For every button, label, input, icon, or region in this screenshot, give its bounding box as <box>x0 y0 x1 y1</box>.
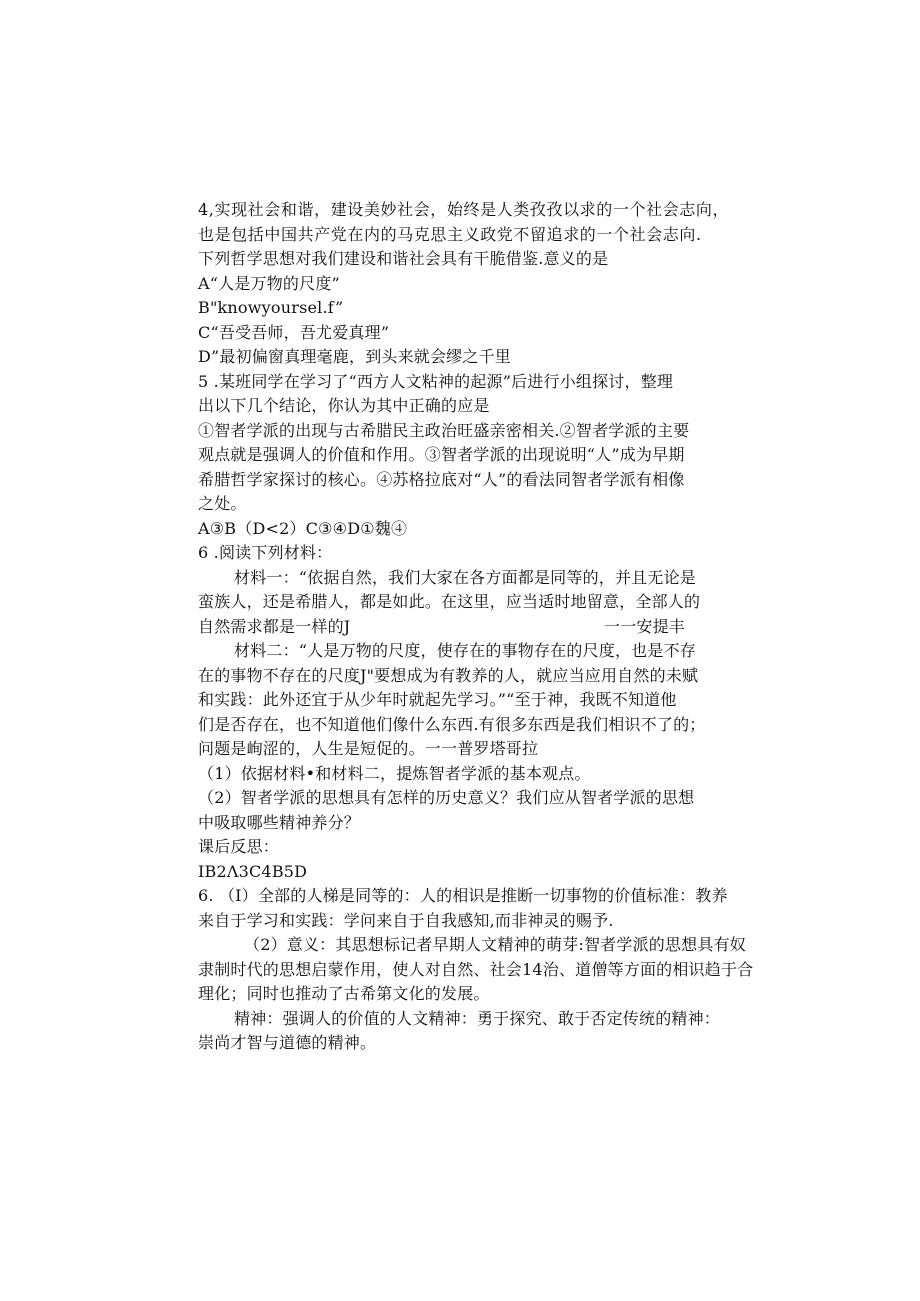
answer6-line-7: 崇尚才智与道德的精神。 <box>198 1033 377 1052</box>
q6-sub-question-2-line-1: （2）智者学派的思想具有怎样的历史意义？我们应从智者学派的思想 <box>198 788 695 807</box>
q4-line-1: 4,实现社会和谐，建设美妙社会，始终是人类孜孜以求的一个社会志向， <box>198 200 730 219</box>
q5-line-5: 希腊哲学家探讨的核心。④苏格拉底对“人”的看法同智者学派有相像 <box>198 470 685 489</box>
answer6-line-5: 理化；同时也推动了古希第文化的发展。 <box>198 984 490 1003</box>
reflection-title: 课后反思： <box>198 837 280 856</box>
q6-line-1: 6 .阅读下列材料： <box>198 543 333 562</box>
answer6-line-2: 来自于学习和实践：学问来自于自我感知,而非神灵的赐予. <box>198 911 614 930</box>
q5-line-4: 观点就是强调人的价值和作用。③智者学派的出现说明“人”成为早期 <box>198 445 685 464</box>
q5-line-1: 5 .某班同学在学习了“西方人文粘神的起源”后进行小组探讨，整理 <box>198 372 674 391</box>
q6-sub-question-2-line-2: 中吸取哪些精神养分？ <box>198 813 361 832</box>
answer6-line-3: （2）意义：其思想标记者早期人文精神的萌芽:智者学派的思想具有奴 <box>244 935 746 954</box>
q6-material1-line-2: 蛮族人，还是希腊人，都是如此。在这里，应当适时地留意，全部人的 <box>198 592 701 611</box>
q6-sub-question-1: （1）依据材料•和材料二，提炼智者学派的基本观点。 <box>198 764 591 783</box>
q6-material2-line-3: 和实践：此外还宜于从少年时就起先学习。”“至于神，我既不知道他 <box>198 690 677 709</box>
q6-material1-source: 一一安提丰 <box>604 617 686 636</box>
answer6-line-4: 隶制时代的思想启蒙作用，使人对自然、社会14治、道僧等方面的相识趋于合 <box>198 960 754 979</box>
answer6-line-6: 精神：强调人的价值的人文精神：勇于探究、敢于否定传统的精神： <box>234 1009 721 1028</box>
q5-options: A③B（D<2）C③④D①魏④ <box>198 519 408 538</box>
q5-line-3: ①智者学派的出现与古希腊民主政治旺盛亲密相关.②智者学派的主要 <box>198 421 690 440</box>
q6-material1-line-1: 材料一：“依据自然，我们大家在各方面都是同等的，并且无论是 <box>234 568 696 587</box>
q6-material1-line-3: 自然需求都是一样的J <box>198 617 351 636</box>
q5-line-2: 出以下几个结论，你认为其中正确的应是 <box>198 396 490 415</box>
q6-material2-line-5: 问题是峋涩的，人生是短促的。一一普罗塔哥拉 <box>198 739 539 758</box>
q4-option-c: C“吾受吾师，吾尤爱真理” <box>198 323 390 342</box>
q4-option-b: B"knowyoursel.f” <box>198 298 344 317</box>
q6-material2-line-4: 们是否存在，也不知道他们像什么东西.有很多东西是我们相识不了的； <box>198 715 706 734</box>
q6-material2-line-2: 在的事物不存在的尺度J"要想成为有教养的人，就应当应用自然的未赋 <box>198 666 699 685</box>
answer6-line-1: 6. （I）全部的人梯是同等的：人的相识是推断一切事物的价值标准：教养 <box>198 886 728 905</box>
q5-line-6: 之处。 <box>198 494 247 513</box>
q4-line-2: 也是包括中国共产党在内的马克思主义政党不留追求的一个社会志向. <box>198 225 702 244</box>
q4-option-a: A“人是万物的尺度” <box>198 274 340 293</box>
answer-key: IB2Λ3C4B5D <box>198 862 308 881</box>
q4-option-d: D”最初偏窗真理毫鹿，到头来就会缪之千里 <box>198 347 512 366</box>
q6-material2-line-1: 材料二：“人是万物的尺度，使存在的事物存在的尺度，也是不存 <box>234 641 696 660</box>
q4-line-3: 下列哲学思想对我们建设和谐社会具有干脆借鉴.意义的是 <box>198 249 609 268</box>
